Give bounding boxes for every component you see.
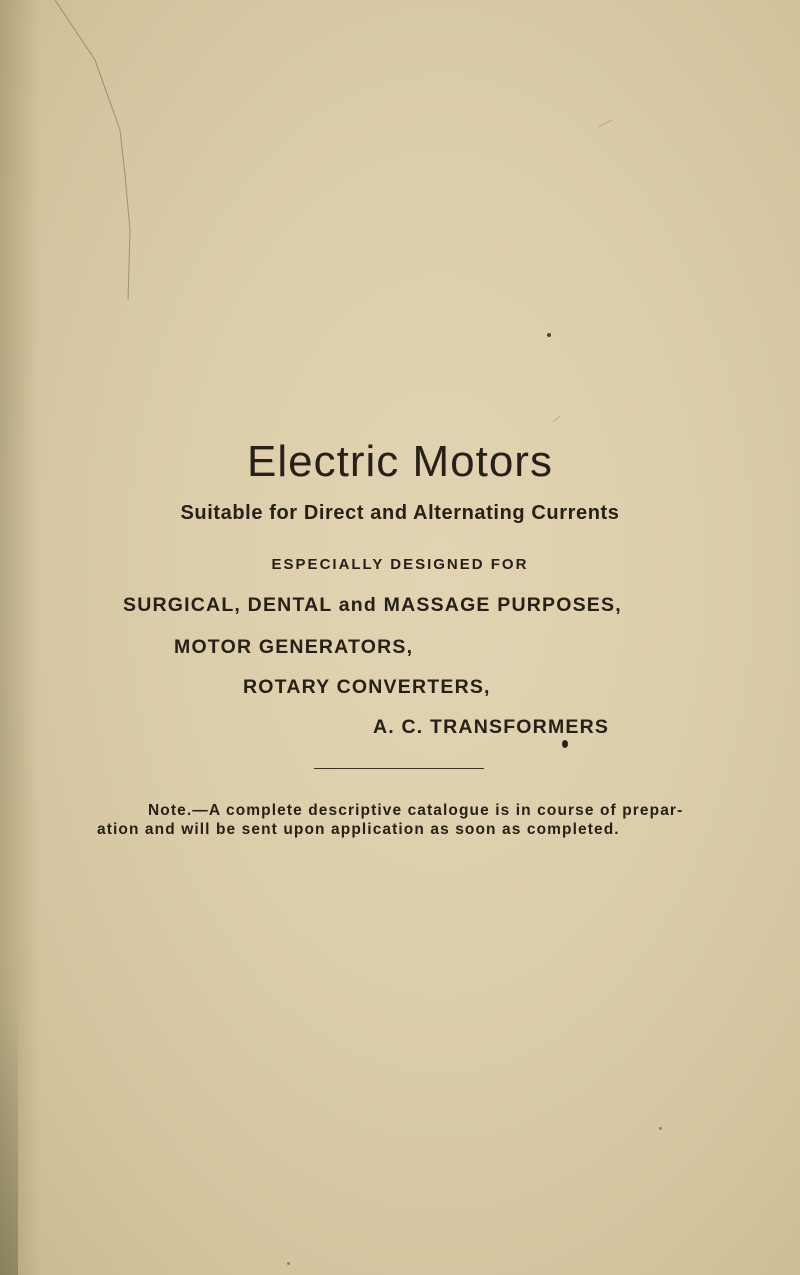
note-line: Note.—A complete descriptive catalogue is in course of prepar- (148, 802, 684, 819)
subtitle: Suitable for Direct and Alternating Currents (180, 502, 620, 524)
purpose-line: MOTOR GENERATORS, (174, 636, 414, 658)
purpose-line: A. C. TRANSFORMERS (373, 716, 610, 738)
ink-speck (659, 1127, 662, 1130)
page-title: Electric Motors (247, 437, 553, 486)
horizontal-divider (314, 768, 484, 769)
note-line: ation and will be sent upon application as soon as completed. (97, 821, 620, 838)
designed-for-heading: ESPECIALLY DESIGNED FOR (271, 556, 529, 573)
bullet-ornament (562, 740, 568, 748)
ink-speck (287, 1262, 290, 1265)
purpose-line: ROTARY CONVERTERS, (243, 676, 491, 698)
purpose-line: SURGICAL, DENTAL and MASSAGE PURPOSES, (123, 594, 622, 616)
ink-speck (547, 333, 551, 337)
